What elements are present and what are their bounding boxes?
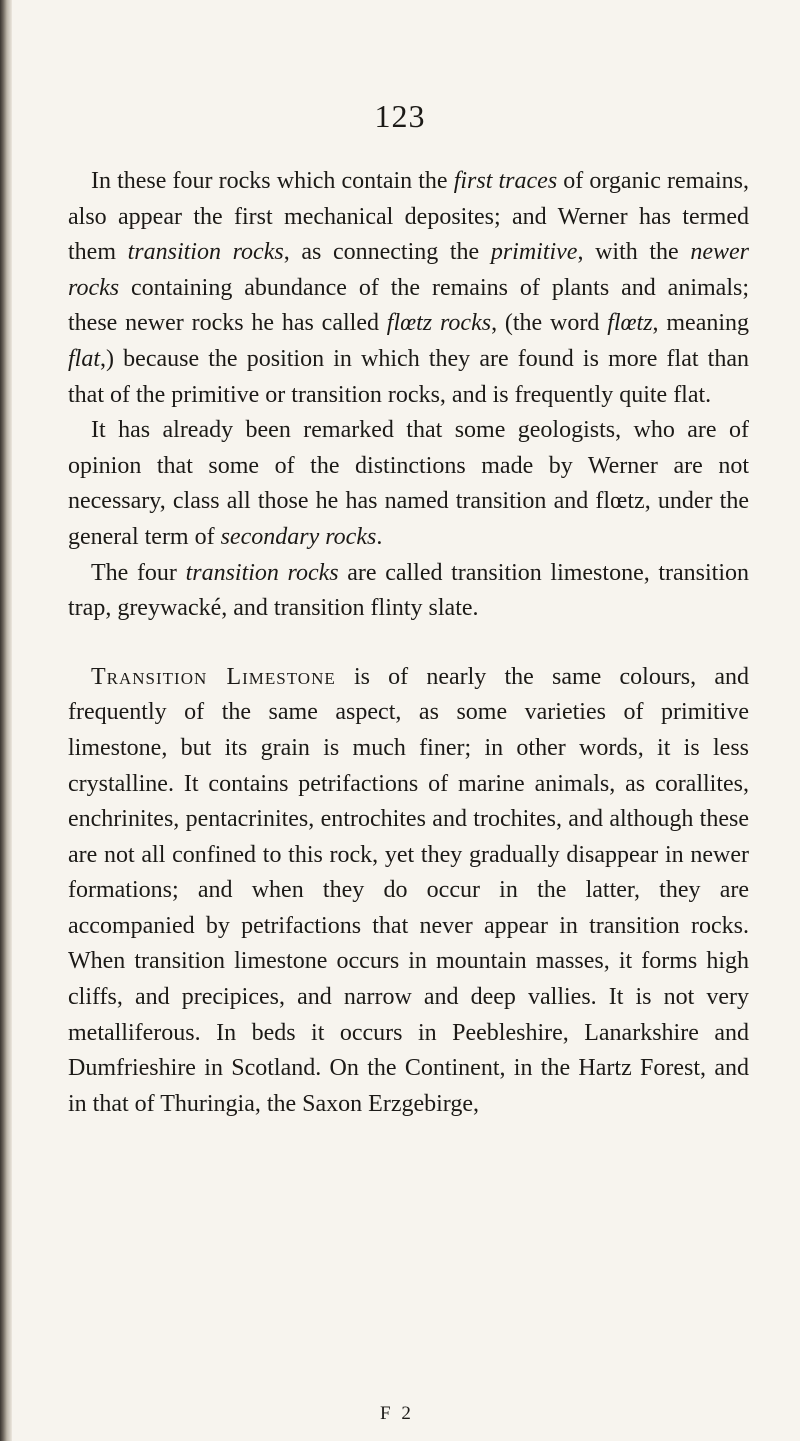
- text-run: , with the: [577, 239, 691, 266]
- italic-term: flat: [68, 345, 101, 372]
- text-run: containing abundance of the remains of plants and animals; these newer rocks he has called: [68, 274, 749, 337]
- text-run: , (the word: [491, 310, 608, 337]
- text-run: In these four rocks which contain the: [91, 168, 454, 194]
- paragraph: [68, 556, 749, 627]
- text-run: of organic remains, also appear the first mechanical deposites; and Werner has termed them: [68, 168, 749, 266]
- italic-term: flœtz: [607, 310, 653, 337]
- text-run: .: [376, 523, 383, 550]
- page-number: 123: [374, 98, 426, 134]
- italic-term: first traces: [453, 168, 558, 194]
- italic-term: flœtz rocks: [386, 310, 492, 337]
- paragraph: [68, 164, 749, 413]
- italic-term: primitive: [490, 239, 578, 266]
- text-run: , meaning: [652, 310, 750, 337]
- text-run: ,) because the position in which they are found is more flat than that of the primitive or transition rocks, and is frequently quite flat.: [68, 345, 749, 408]
- text-run: It has already been remarked that some geologists, who are of opinion that some of the distinctions made by Werner are not necessary, class all those he has named transition and flœtz, under the general term of: [68, 417, 749, 550]
- page-body: [68, 164, 749, 1122]
- text-run: , as connecting the: [283, 239, 491, 266]
- italic-term: transition rocks: [185, 559, 339, 586]
- book-spine-edge: [0, 0, 12, 1441]
- italic-term: newer rocks: [68, 239, 749, 301]
- text-run: is of nearly the same colours, and frequently of the same aspect, as some varieties of primitive limestone, but its grain is much finer; in other words, it is less crystalline. It contains petrifactions of marine animals, as corallites, enchrinites, pentacrinites, entrochites and trochites, and although these are not all confined to this rock, yet they gradually disappear in newer formations; and when they do occur in the latter, they are accompanied by petrifactions that never appear in transition rocks. When transition limestone occurs in mountain masses, it forms high cliffs, and precipices, and narrow and deep vallies. It is not very metalliferous. In beds it occurs in Peebleshire, Lanarkshire and Dumfrieshire in Scotland. On the Continent, in the Hartz Forest, and in that of Thuringia, the Saxon Erzgebirge,: [68, 663, 749, 1117]
- signature-mark: F 2: [380, 1403, 414, 1424]
- section-heading-term: Transition Limestone: [91, 663, 336, 690]
- paragraph: [68, 413, 749, 555]
- paragraph: [68, 660, 749, 1123]
- italic-term: secondary rocks: [220, 523, 377, 550]
- italic-term: transition rocks: [127, 239, 284, 266]
- text-run: are called transition limestone, transition trap, greywacké, and transition flinty slate.: [68, 559, 750, 622]
- text-run: The four: [91, 559, 186, 586]
